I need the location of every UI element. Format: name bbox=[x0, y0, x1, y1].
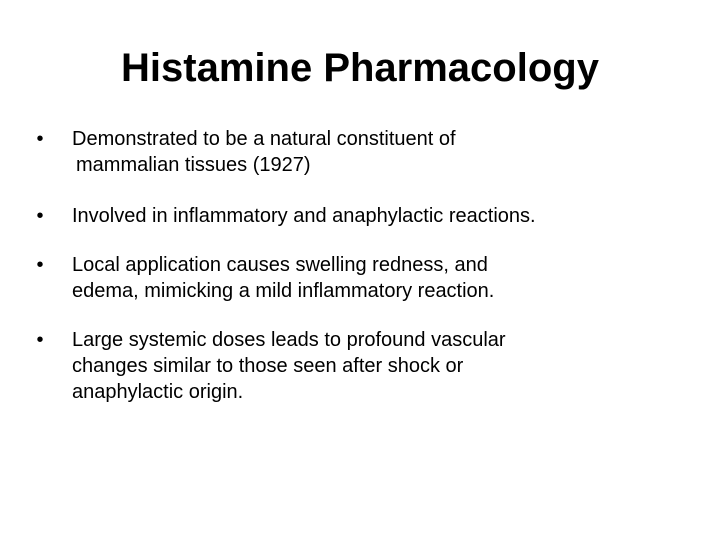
bullet-text-line: Demonstrated to be a natural constituent of bbox=[72, 128, 456, 150]
bullet-item bbox=[30, 203, 700, 229]
bullet-text-line: mammalian tissues (1927) bbox=[76, 154, 311, 176]
bullet-dot-icon: • bbox=[36, 329, 44, 351]
bullet-item bbox=[30, 252, 700, 304]
bullet-text-line: Involved in inflammatory and anaphylactic reactions. bbox=[72, 205, 536, 227]
bullet-text-line: edema, mimicking a mild inflammatory reaction. bbox=[72, 280, 495, 302]
bullet-text-line: Local application causes swelling redness, and bbox=[72, 254, 488, 276]
bullet-text-line: changes similar to those seen after shock or bbox=[72, 355, 464, 377]
bullet-item bbox=[30, 126, 700, 178]
bullet-dot-icon: • bbox=[36, 128, 44, 150]
slide-title: Histamine Pharmacology bbox=[121, 46, 599, 90]
bullet-text-line: Large systemic doses leads to profound vascular bbox=[72, 329, 506, 351]
bullet-item bbox=[30, 327, 700, 405]
bullet-list bbox=[30, 126, 700, 429]
bullet-dot-icon: • bbox=[36, 205, 44, 227]
bullet-text-line: anaphylactic origin. bbox=[72, 381, 244, 403]
bullet-dot-icon: • bbox=[36, 254, 44, 276]
